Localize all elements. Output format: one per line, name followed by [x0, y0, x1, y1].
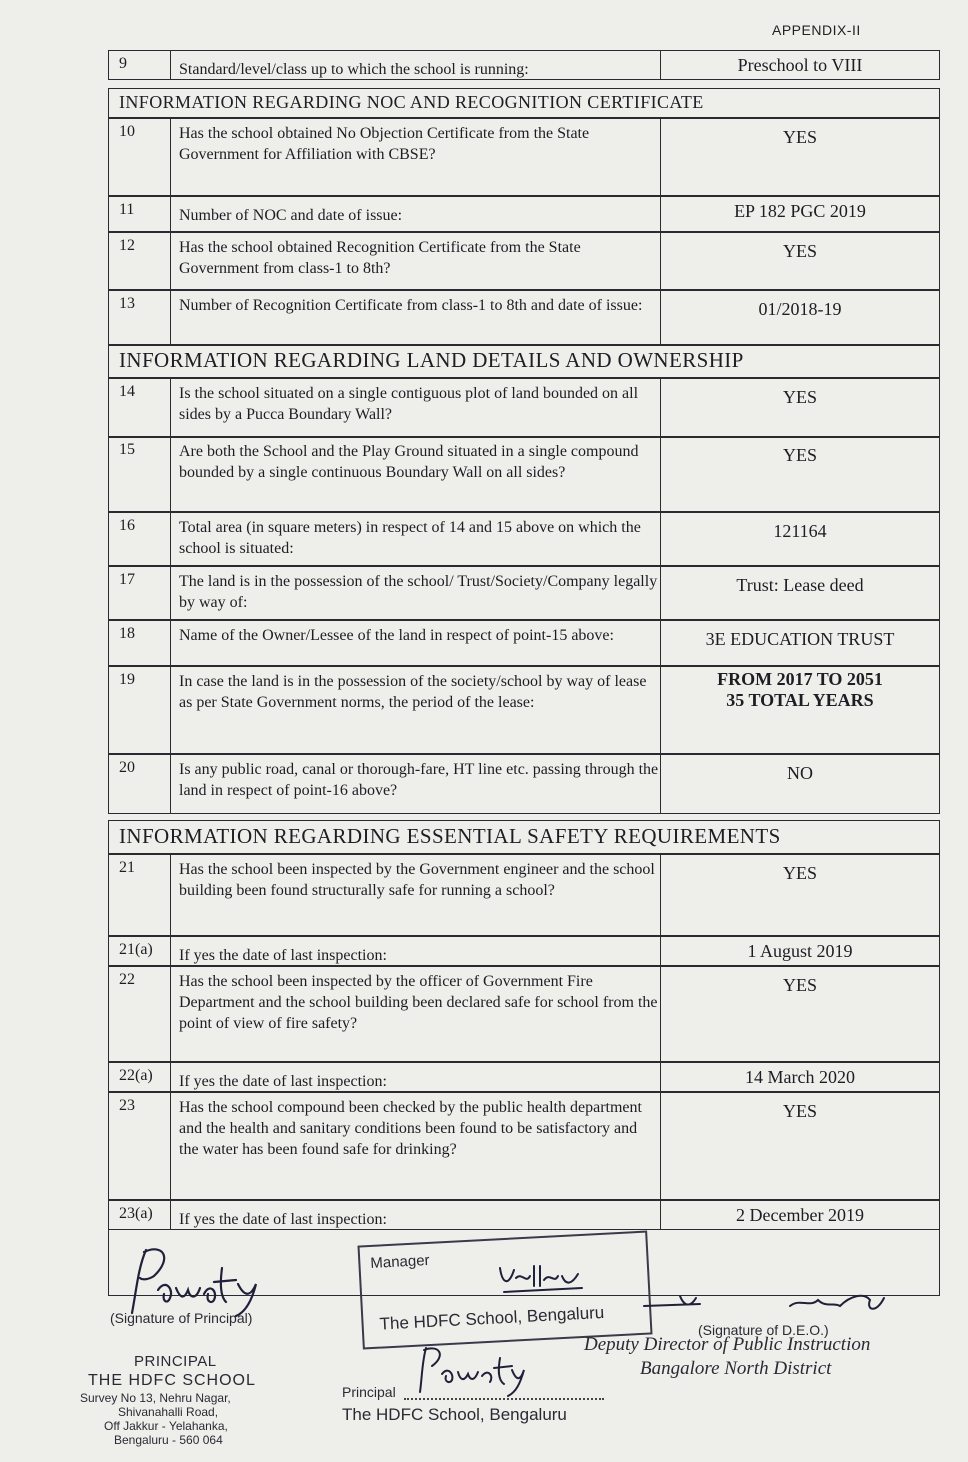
row-number: 11: [109, 197, 171, 231]
row-answer: [661, 1201, 939, 1229]
row-answer: [661, 755, 939, 813]
row-number: 17: [109, 567, 171, 619]
table-row: [108, 290, 940, 346]
row-answer: [661, 1093, 939, 1199]
table-row: [108, 512, 940, 566]
row-answer: [661, 119, 939, 195]
row-question: Has the school been inspected by the officer of Government Fire Department and the school building been declared safe for school from the point of view of fire safety?: [171, 967, 661, 1061]
address-line-3: Off Jakkur - Yelahanka,: [104, 1419, 228, 1433]
row-question: Has the school been inspected by the Government engineer and the school building been found structurally safe for running a school?: [171, 855, 661, 935]
answer-text: 3E EDUCATION TRUST: [705, 629, 895, 649]
answer-text: NO: [787, 763, 813, 783]
row-number: 19: [109, 667, 171, 753]
deo-district: Bangalore North District: [640, 1358, 832, 1379]
table-row: [108, 378, 940, 438]
answer-text: YES: [782, 863, 817, 883]
answer-text: 1 August 2019: [747, 941, 853, 961]
row-number: 21: [109, 855, 171, 935]
principal-signature-ink-2: [412, 1340, 532, 1398]
row-question: The land is in the possession of the school/ Trust/Society/Company legally by way of:: [171, 567, 661, 619]
row-number: 22: [109, 967, 171, 1061]
principal-line-school: The HDFC School, Bengaluru: [342, 1405, 567, 1424]
table-row: [108, 936, 940, 966]
row-question: Standard/level/class up to which the school is running:: [171, 51, 661, 79]
school-name: THE HDFC SCHOOL: [88, 1372, 256, 1389]
deo-title: Deputy Director of Public Instruction: [584, 1334, 871, 1355]
answer-text: YES: [782, 1101, 817, 1121]
row-answer: [661, 855, 939, 935]
row-number: 12: [109, 233, 171, 289]
row-question: Has the school obtained Recognition Certificate from the State Government from class-1 to 8th?: [171, 233, 661, 289]
row-answer: [661, 379, 939, 437]
row-number: 23: [109, 1093, 171, 1199]
row-answer: [661, 967, 939, 1061]
table-row: [108, 666, 940, 754]
row-number: 21(a): [109, 937, 171, 965]
row-answer: [661, 437, 939, 511]
row-number: 13: [109, 291, 171, 345]
table-row: [108, 854, 940, 936]
table-row: [108, 566, 940, 620]
row-question: If yes the date of last inspection:: [171, 1201, 661, 1229]
answer-text: 01/2018-19: [758, 299, 842, 319]
row-answer: [661, 937, 939, 965]
row-question: Has the school obtained No Objection Certificate from the State Government for Affiliation with CBSE?: [171, 119, 661, 195]
answer-text: Preschool to VIII: [737, 55, 863, 75]
answer-text-2: 35 TOTAL YEARS: [726, 690, 874, 710]
principal-signature-ink: [118, 1238, 288, 1318]
row-answer: [661, 197, 939, 231]
stamp-manager-label: Manager: [369, 1251, 430, 1272]
section-heading: INFORMATION REGARDING ESSENTIAL SAFETY REQUIREMENTS: [108, 820, 940, 854]
row-number: 15: [109, 437, 171, 511]
row-number: 14: [109, 379, 171, 437]
appendix-label: APPENDIX-II: [772, 22, 861, 38]
principal-signature-caption: (Signature of Principal): [110, 1310, 253, 1326]
row-question: Number of Recognition Certificate from class-1 to 8th and date of issue:: [171, 291, 661, 345]
row-answer: [661, 1063, 939, 1091]
table-row: [108, 966, 940, 1062]
row-question: In case the land is in the possession of the society/school by way of lease as per State Government norms, the period of the lease:: [171, 667, 661, 753]
table-row: [108, 196, 940, 232]
answer-text: 2 December 2019: [736, 1205, 864, 1225]
row-number: 10: [109, 119, 171, 195]
answer-text: YES: [782, 445, 817, 465]
row-answer: [661, 233, 939, 289]
row-question: Name of the Owner/Lessee of the land in respect of point-15 above:: [171, 621, 661, 665]
principal-dotted-line: [404, 1398, 604, 1400]
answer-text: YES: [782, 975, 817, 995]
row-answer: [661, 513, 939, 565]
principal-line-label: Principal: [342, 1384, 396, 1400]
answer-text: YES: [782, 241, 817, 261]
answer-text: EP 182 PGC 2019: [734, 201, 866, 221]
row-number: 20: [109, 755, 171, 813]
row-question: Total area (in square meters) in respect of 14 and 15 above on which the school is situated:: [171, 513, 661, 565]
row-number: 16: [109, 513, 171, 565]
answer-text: 14 March 2020: [745, 1067, 855, 1087]
table-row: [108, 50, 940, 80]
row-question: Are both the School and the Play Ground situated in a single compound bounded by a single continuous Boundary Wall on all sides?: [171, 437, 661, 511]
answer-text: 121164: [773, 521, 827, 541]
row-number: 22(a): [109, 1063, 171, 1091]
principal-title: PRINCIPAL: [134, 1353, 217, 1370]
section-heading: INFORMATION REGARDING NOC AND RECOGNITION CERTIFICATE: [108, 88, 940, 118]
row-question: Is the school situated on a single contiguous plot of land bounded on all sides by a Pucca Boundary Wall?: [171, 379, 661, 437]
row-question: If yes the date of last inspection:: [171, 937, 661, 965]
row-answer: [661, 291, 939, 345]
answer-text: YES: [782, 387, 817, 407]
address-line-1: Survey No 13, Nehru Nagar,: [80, 1391, 231, 1405]
table-row: [108, 436, 940, 512]
address-line-2: Shivanahalli Road,: [118, 1405, 219, 1419]
row-answer: [661, 667, 939, 753]
answer-text: YES: [782, 127, 817, 147]
row-number: 23(a): [109, 1201, 171, 1229]
stamp-school-name: The HDFC School, Bengaluru: [379, 1302, 605, 1334]
table-row: [108, 118, 940, 196]
table-row: [108, 620, 940, 666]
row-question: Has the school compound been checked by the public health department and the health and sanitary conditions been found to be satisfactory and the water has been found safe for drinking?: [171, 1093, 661, 1199]
section-heading: INFORMATION REGARDING LAND DETAILS AND OWNERSHIP: [108, 344, 940, 378]
answer-text: FROM 2017 TO 2051: [717, 669, 883, 689]
table-row: [108, 754, 940, 814]
row-number: 9: [109, 51, 171, 79]
answer-text: Trust: Lease deed: [736, 575, 864, 595]
table-row: [108, 1062, 940, 1092]
row-question: If yes the date of last inspection:: [171, 1063, 661, 1091]
row-answer: [661, 621, 939, 665]
manager-signature-ink: [494, 1258, 594, 1298]
table-row: [108, 1200, 940, 1230]
row-number: 18: [109, 621, 171, 665]
deo-signature-ink: [640, 1288, 900, 1318]
table-row: [108, 1092, 940, 1200]
row-answer: [661, 567, 939, 619]
row-question: Number of NOC and date of issue:: [171, 197, 661, 231]
row-question: Is any public road, canal or thorough-fare, HT line etc. passing through the land in respect of point-16 above?: [171, 755, 661, 813]
address-line-4: Bengaluru - 560 064: [114, 1433, 223, 1447]
deo-signature-caption: (Signature of D.E.O.): [698, 1322, 829, 1338]
table-row: [108, 232, 940, 290]
row-answer: [661, 51, 939, 79]
